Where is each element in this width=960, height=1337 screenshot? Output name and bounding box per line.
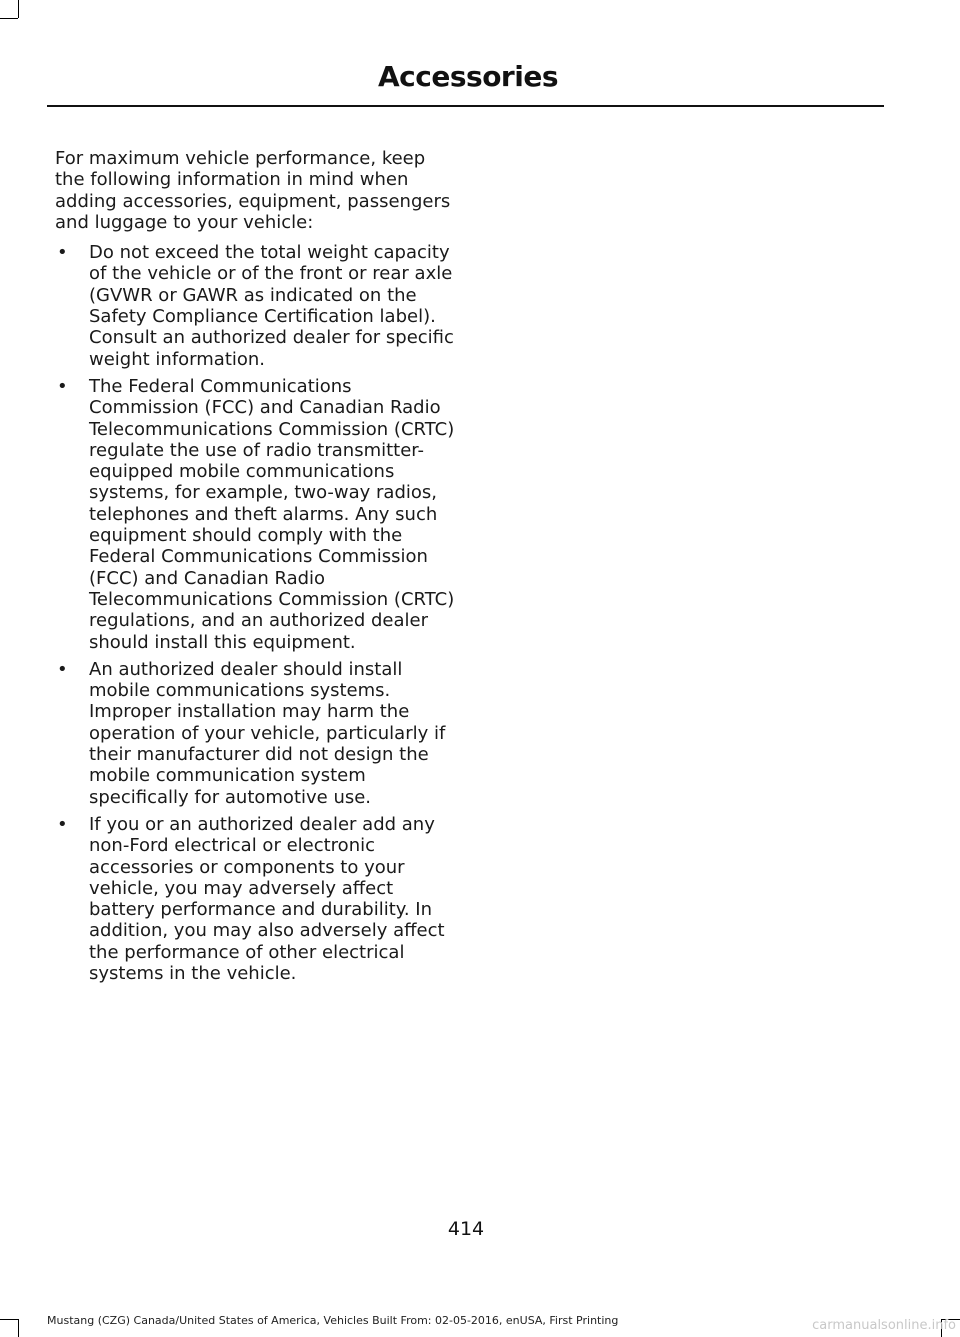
bullet-text: If you or an authorized dealer add any non-Ford electrical or electronic accessories or components to your vehicle, you may adversely affect battery performance and durability. In addition, you may also adversely affect the performance of other electrical systems in the vehicle. <box>89 813 445 984</box>
bullet-text: The Federal Communications Commission (FCC) and Canadian Radio Telecommunications Commission (CRTC) regulate the use of radio transmitter-equipped mobile communications systems, for example, two-way radios, telephones and theft alarms. Any such equipment should comply with the Federal Communications Commission (FCC) and Canadian Radio Telecommunications Commission (CRTC) regulations, and an authorized dealer should install this equipment. <box>89 375 455 653</box>
page-title: Accessories <box>378 60 558 93</box>
bullet-marker: • <box>57 813 68 835</box>
crop-mark-bottom-left-horizontal <box>0 1319 18 1320</box>
footer-text: Mustang (CZG) Canada/United States of America, Vehicles Built From: 02-05-2016, enUSA, First Printing <box>47 1314 619 1327</box>
page-number: 414 <box>447 1218 485 1240</box>
header-rule <box>47 105 884 107</box>
crop-mark-top-left-vertical <box>18 0 19 18</box>
bullet-marker: • <box>57 658 68 680</box>
bullet-marker: • <box>57 242 68 264</box>
crop-mark-top-left-horizontal <box>0 18 18 19</box>
bullet-list <box>55 242 455 984</box>
bullet-text: An authorized dealer should install mobile communications systems. Improper installation may harm the operation of your vehicle, particularly if their manufacturer did not design the mobile communication system specifically for automotive use. <box>89 658 446 808</box>
main-content <box>55 148 455 990</box>
list-item <box>55 242 455 370</box>
list-item <box>55 659 455 808</box>
intro-paragraph: For maximum vehicle performance, keep the following information in mind when adding accessories, equipment, passengers and luggage to your vehicle: <box>55 148 451 233</box>
list-item <box>55 376 455 653</box>
bullet-text: Do not exceed the total weight capacity of the vehicle or of the front or rear axle (GVWR or GAWR as indicated on the Safety Compliance Certification label). Consult an authorized dealer for specific weight information. <box>89 242 454 370</box>
crop-mark-bottom-left-vertical <box>18 1319 19 1337</box>
watermark: carmanualsonline.info <box>812 1318 956 1333</box>
list-item <box>55 814 455 984</box>
bullet-marker: • <box>57 375 68 397</box>
